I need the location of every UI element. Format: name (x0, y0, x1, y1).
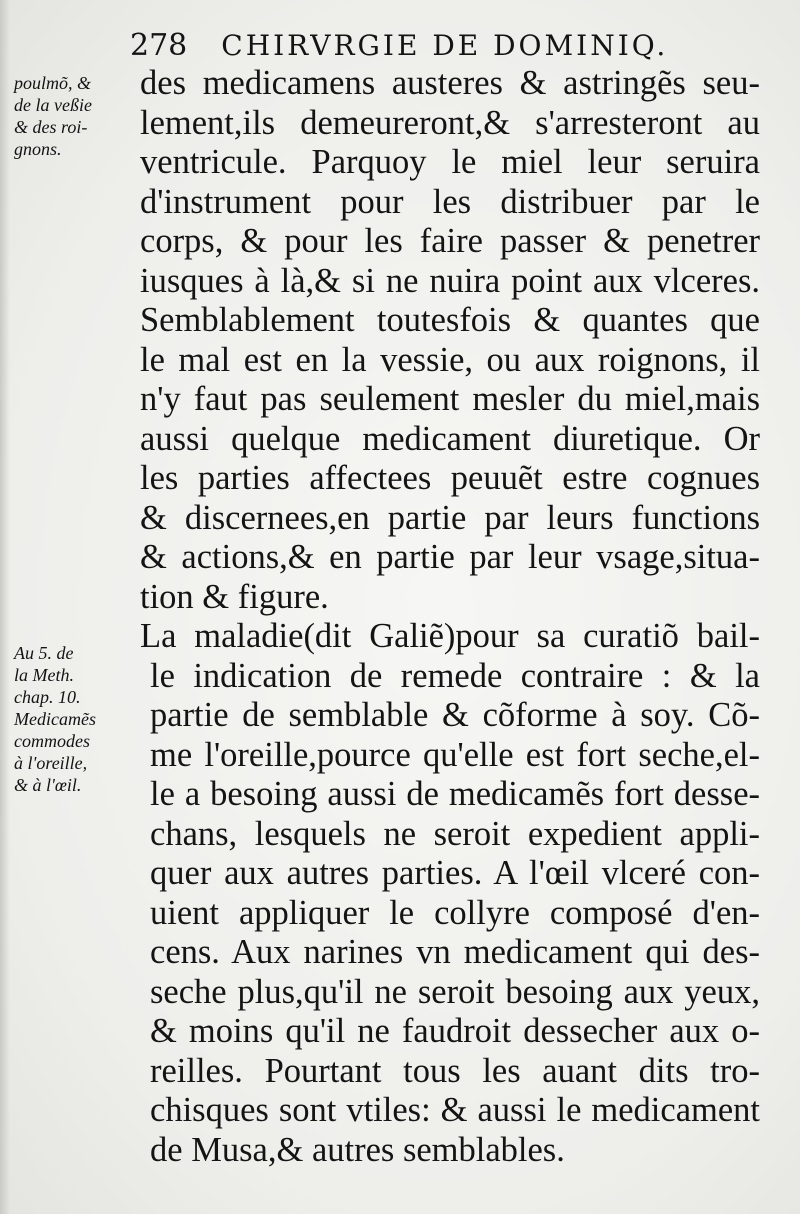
gutter-shadow (0, 0, 10, 1214)
body-line: aussi quelque medicament diuretique. Or (140, 419, 760, 458)
body-line: le mal est en la vessie, ou aux roignons, il (140, 340, 760, 379)
body-line: seche plus,qu'il ne seroit besoing aux yeux, (150, 972, 760, 1011)
body-line: iusques à là,& si ne nuira point aux vlceres. (140, 261, 760, 300)
margin-note-line: commodes (14, 731, 90, 751)
body-line: lement,ils demeureront,& s'arresteront au (140, 103, 760, 142)
body-line: uient appliquer le collyre composé d'en- (150, 893, 760, 932)
body-line: les parties affectees peuuẽt estre cognues (140, 459, 760, 497)
body-line: & actions,& en partie par leur vsage,situa- (140, 538, 760, 576)
body-line: d'instrument pour les distribuer par le (140, 182, 760, 221)
margin-note-line: chap. 10. (14, 687, 81, 707)
body-line: Semblablement toutesfois & quantes que (140, 301, 760, 339)
margin-note-line: & à l'œil. (14, 775, 82, 795)
body-line: quer aux autres parties. A l'œil vlceré con- (150, 854, 760, 892)
margin-note-lungs-bladder-kidneys (14, 72, 136, 160)
margin-note-line: Medicamẽs (14, 709, 96, 729)
body-line: La maladie(dit Galiẽ)pour sa curatiõ bail- (140, 617, 760, 655)
page-number: 278 (130, 28, 188, 63)
body-line: des medicamens austeres & astringẽs seu- (140, 64, 760, 102)
body-line: & discernees,en partie par leurs functions (140, 498, 760, 537)
body-line: reilles. Pourtant tous les auant dits tro- (150, 1051, 760, 1090)
page-header (130, 28, 710, 68)
body-line: cens. Aux narines vn medicament qui des- (150, 933, 760, 971)
margin-note-line: la Meth. (14, 665, 74, 685)
margin-note-line: à l'oreille, (14, 753, 88, 773)
body-line: corps, & pour les faire passer & penetrer (140, 222, 760, 260)
running-title: CHIRVRGIE DE DOMINIQ. (221, 29, 669, 62)
margin-note-method-reference (14, 642, 136, 796)
body-line: de Musa,& autres semblables. (150, 1130, 565, 1169)
margin-note-line: gnons. (14, 139, 62, 159)
body-line: chans, lesquels ne seroit expedient appli- (150, 814, 760, 853)
margin-note-line: & des roi- (14, 117, 88, 137)
body-line: tion & figure. (140, 577, 329, 616)
body-line: chisques sont vtiles: & aussi le medicament (150, 1091, 760, 1129)
margin-note-line: Au 5. de (14, 643, 74, 663)
body-line: le a besoing aussi de medicamẽs fort desse- (150, 775, 760, 813)
body-line: & moins qu'il ne faudroit dessecher aux o- (150, 1012, 760, 1050)
body-line: le indication de remede contraire : & la (150, 656, 760, 695)
body-text (140, 64, 760, 1170)
margin-note-line: de la veßie (14, 95, 92, 115)
body-line: n'y faut pas seulement mesler du miel,mais (140, 380, 760, 418)
body-line: partie de semblable & cõforme à soy. Cõ- (150, 696, 760, 734)
body-line: ventricule. Parquoy le miel leur seruira (140, 143, 760, 181)
body-line: me l'oreille,pource qu'elle est fort seche,el- (150, 735, 760, 774)
margin-note-line: poulmõ, & (14, 73, 92, 93)
